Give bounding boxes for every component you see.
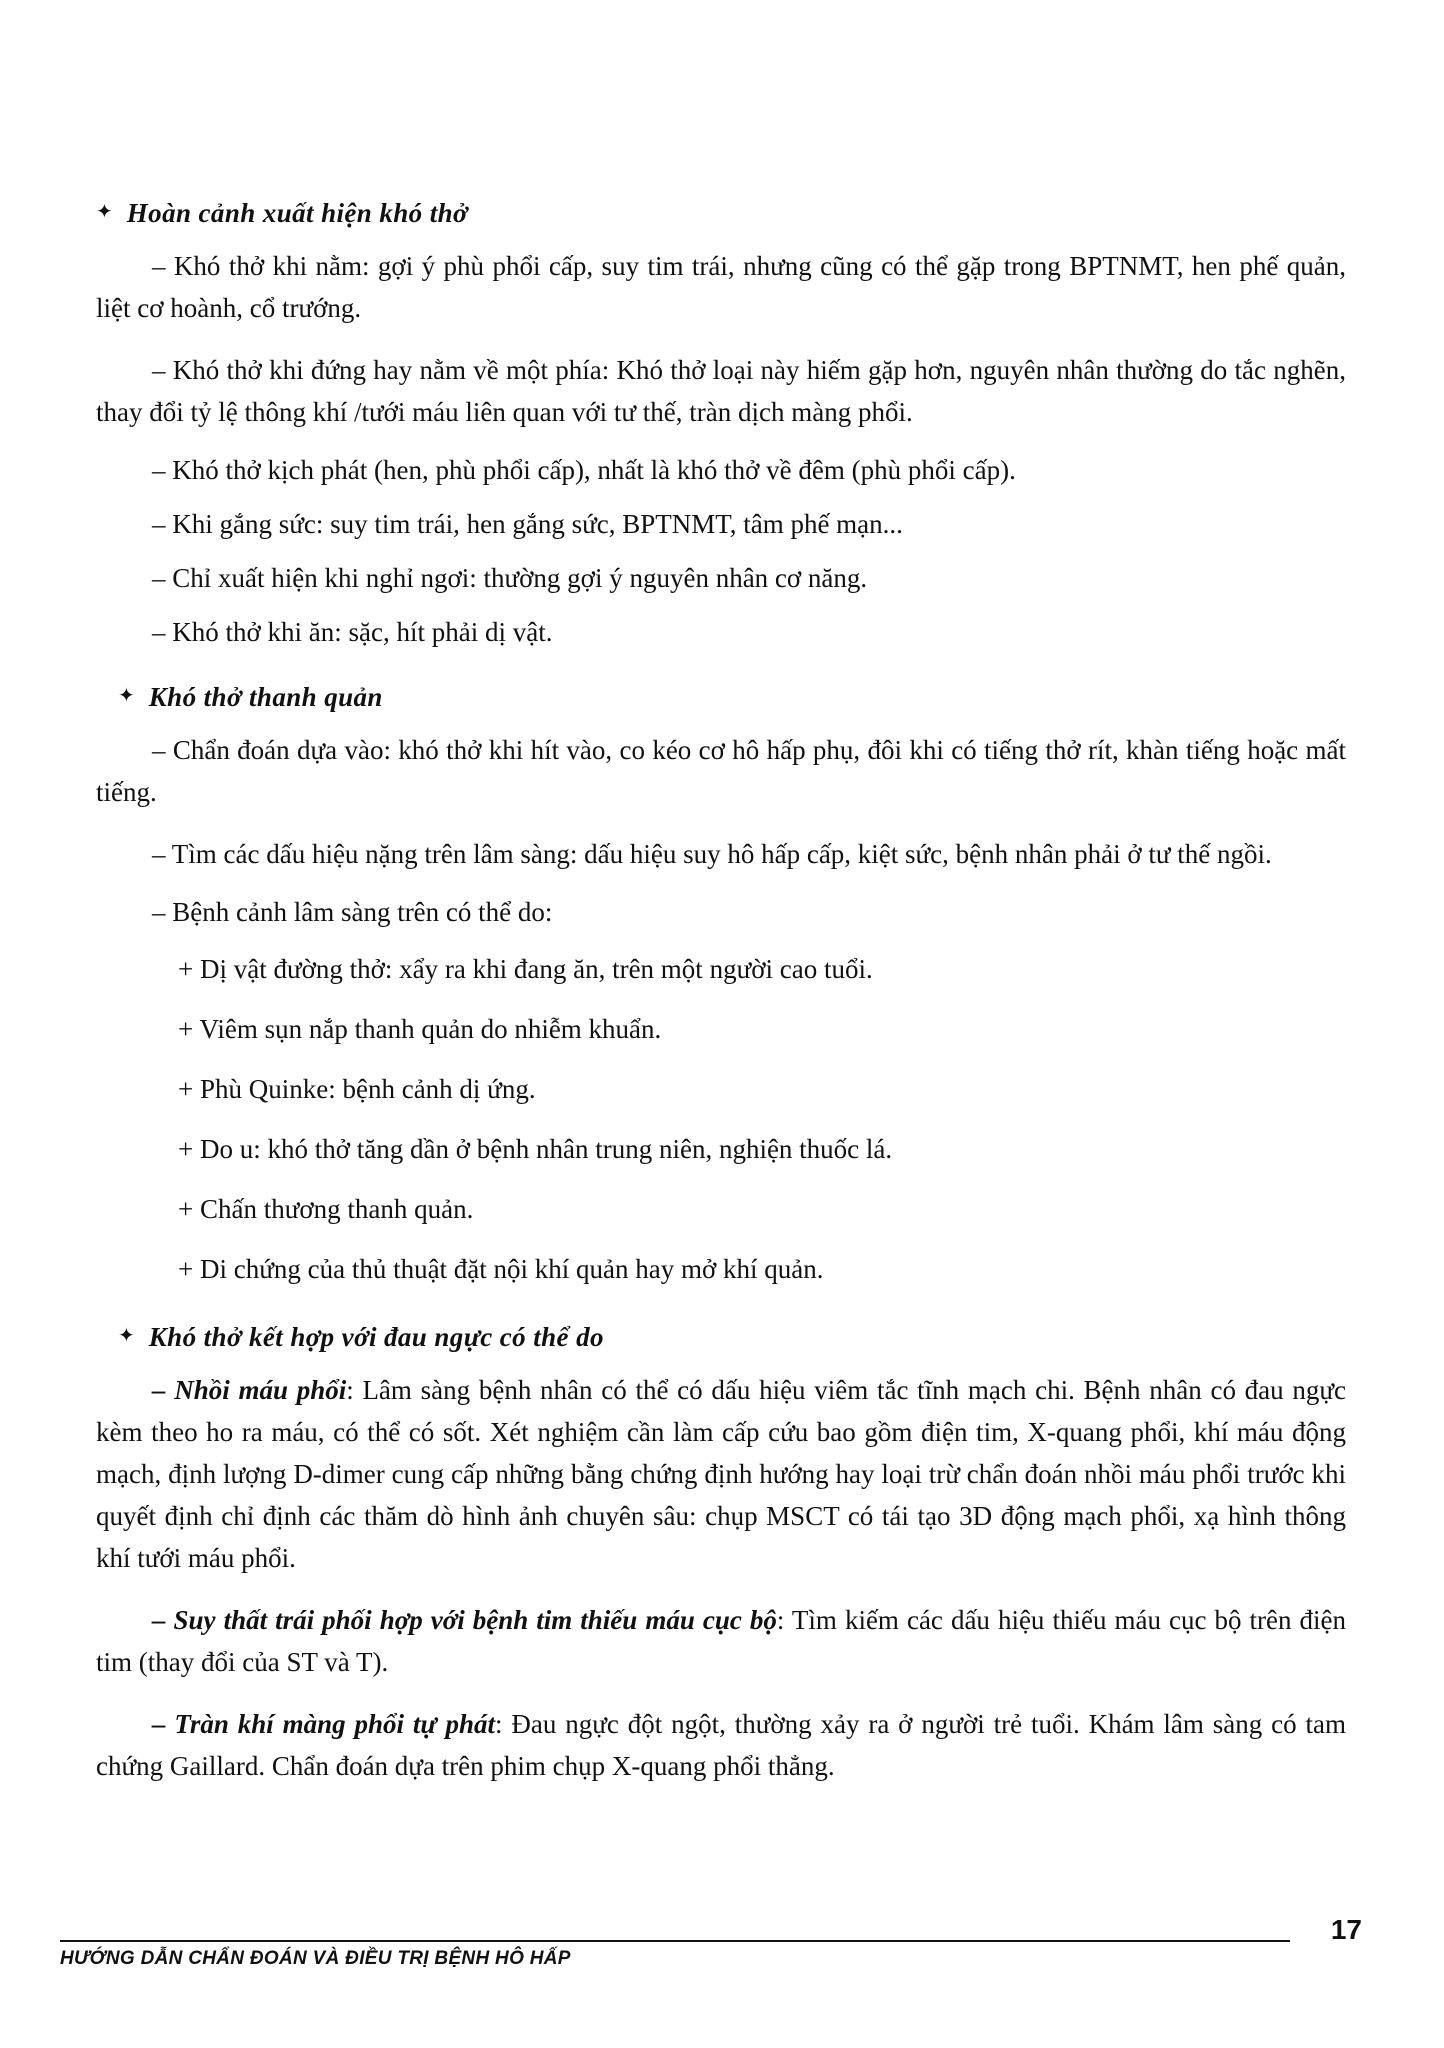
list-item: – Bệnh cảnh lâm sàng trên có thể do: (152, 897, 553, 927)
paragraph-lead: – Tràn khí màng phổi tự phát (152, 1709, 495, 1739)
paragraph-lead: – Nhồi máu phổi (152, 1375, 347, 1405)
section-heading-text: Hoàn cảnh xuất hiện khó thở (126, 198, 468, 228)
page-body (96, 175, 1346, 1797)
paragraph-text: : Lâm sàng bệnh nhân có thể có dấu hiệu viêm tắc tĩnh mạch chi. Bệnh nhân có đau ngực kèm theo ho ra máu, có thể có sốt. Xét nghiệm cần làm cấp cứu bao gồm điện tim, X-quang phổi, khí máu động mạch, định lượng D-dimer cung cấp những bằng chứng định hướng hay loại trừ chẩn đoán nhồi máu phổi trước khi quyết định chỉ định các thăm dò hình ảnh chuyên sâu: chụp MSCT có tái tạo 3D động mạch phổi, xạ hình thông khí tưới máu phổi. (96, 1375, 1346, 1573)
paragraph-text: : Tìm kiếm các dấu hiệu thiếu máu cục bộ trên điện tim (thay đổi của ST và T). (96, 1605, 1346, 1677)
footer-title: HƯỚNG DẪN CHẨN ĐOÁN VÀ ĐIỀU TRỊ BỆNH HÔ HẤP (60, 1948, 571, 1969)
footer-divider (60, 1940, 1290, 1942)
list-item: + Phù Quinke: bệnh cảnh dị ứng. (178, 1074, 536, 1104)
list-item: + Viêm sụn nắp thanh quản do nhiễm khuẩn. (178, 1014, 662, 1044)
list-item: – Chỉ xuất hiện khi nghỉ ngơi: thường gợi ý nguyên nhân cơ năng. (152, 563, 868, 593)
section-heading-text: Khó thở thanh quản (148, 682, 383, 712)
paragraph: – Tìm các dấu hiệu nặng trên lâm sàng: dấu hiệu suy hô hấp cấp, kiệt sức, bệnh nhân phải ở tư thế ngồi. (152, 839, 1272, 869)
paragraph: – Khó thở khi đứng hay nằm về một phía: Khó thở loại này hiếm gặp hơn, nguyên nhân thường do tắc nghẽn, thay đổi tỷ lệ thông khí /tưới máu liên quan với tư thế, tràn dịch màng phổi. (96, 355, 1346, 427)
paragraph-text: : Đau ngực đột ngột, thường xảy ra ở người trẻ tuổi. Khám lâm sàng có tam chứng Gaillard. Chẩn đoán dựa trên phim chụp X-quang phổi thẳng. (96, 1709, 1346, 1781)
page-number: 17 (1330, 1914, 1362, 1945)
list-item: + Dị vật đường thở: xẩy ra khi đang ăn, trên một người cao tuổi. (178, 954, 873, 984)
diamond-bullet-icon: ✦ (96, 201, 113, 223)
page-footer (60, 1914, 1384, 1970)
paragraph: – Khó thở khi nằm: gợi ý phù phổi cấp, suy tim trái, nhưng cũng có thể gặp trong BPTNMT, hen phế quản, liệt cơ hoành, cổ trướng. (96, 251, 1346, 323)
paragraph: – Chẩn đoán dựa vào: khó thở khi hít vào, co kéo cơ hô hấp phụ, đôi khi có tiếng thở rít, khàn tiếng hoặc mất tiếng. (96, 735, 1346, 807)
list-item: + Di chứng của thủ thuật đặt nội khí quản hay mở khí quản. (178, 1254, 824, 1284)
paragraph (96, 1589, 1346, 1693)
section-heading (96, 197, 1346, 229)
list-item: – Khi gắng sức: suy tim trái, hen gắng sức, BPTNMT, tâm phế mạn... (152, 509, 903, 539)
diamond-bullet-icon: ✦ (118, 1325, 135, 1347)
paragraph (96, 1359, 1346, 1589)
paragraph-lead: – Suy thất trái phối hợp với bệnh tim thiếu máu cục bộ (152, 1605, 777, 1635)
list-item: + Chấn thương thanh quản. (178, 1194, 474, 1224)
list-item: – Khó thở khi ăn: sặc, hít phải dị vật. (152, 617, 553, 647)
section-heading-text: Khó thở kết hợp với đau ngực có thể do (148, 1322, 604, 1352)
section-heading (96, 1321, 1346, 1353)
list-item: + Do u: khó thở tăng dần ở bệnh nhân trung niên, nghiện thuốc lá. (178, 1134, 893, 1164)
section-heading (96, 681, 1346, 713)
diamond-bullet-icon: ✦ (118, 685, 135, 707)
list-item: – Khó thở kịch phát (hen, phù phổi cấp), nhất là khó thở về đêm (phù phổi cấp). (152, 455, 1016, 485)
paragraph (96, 1693, 1346, 1797)
